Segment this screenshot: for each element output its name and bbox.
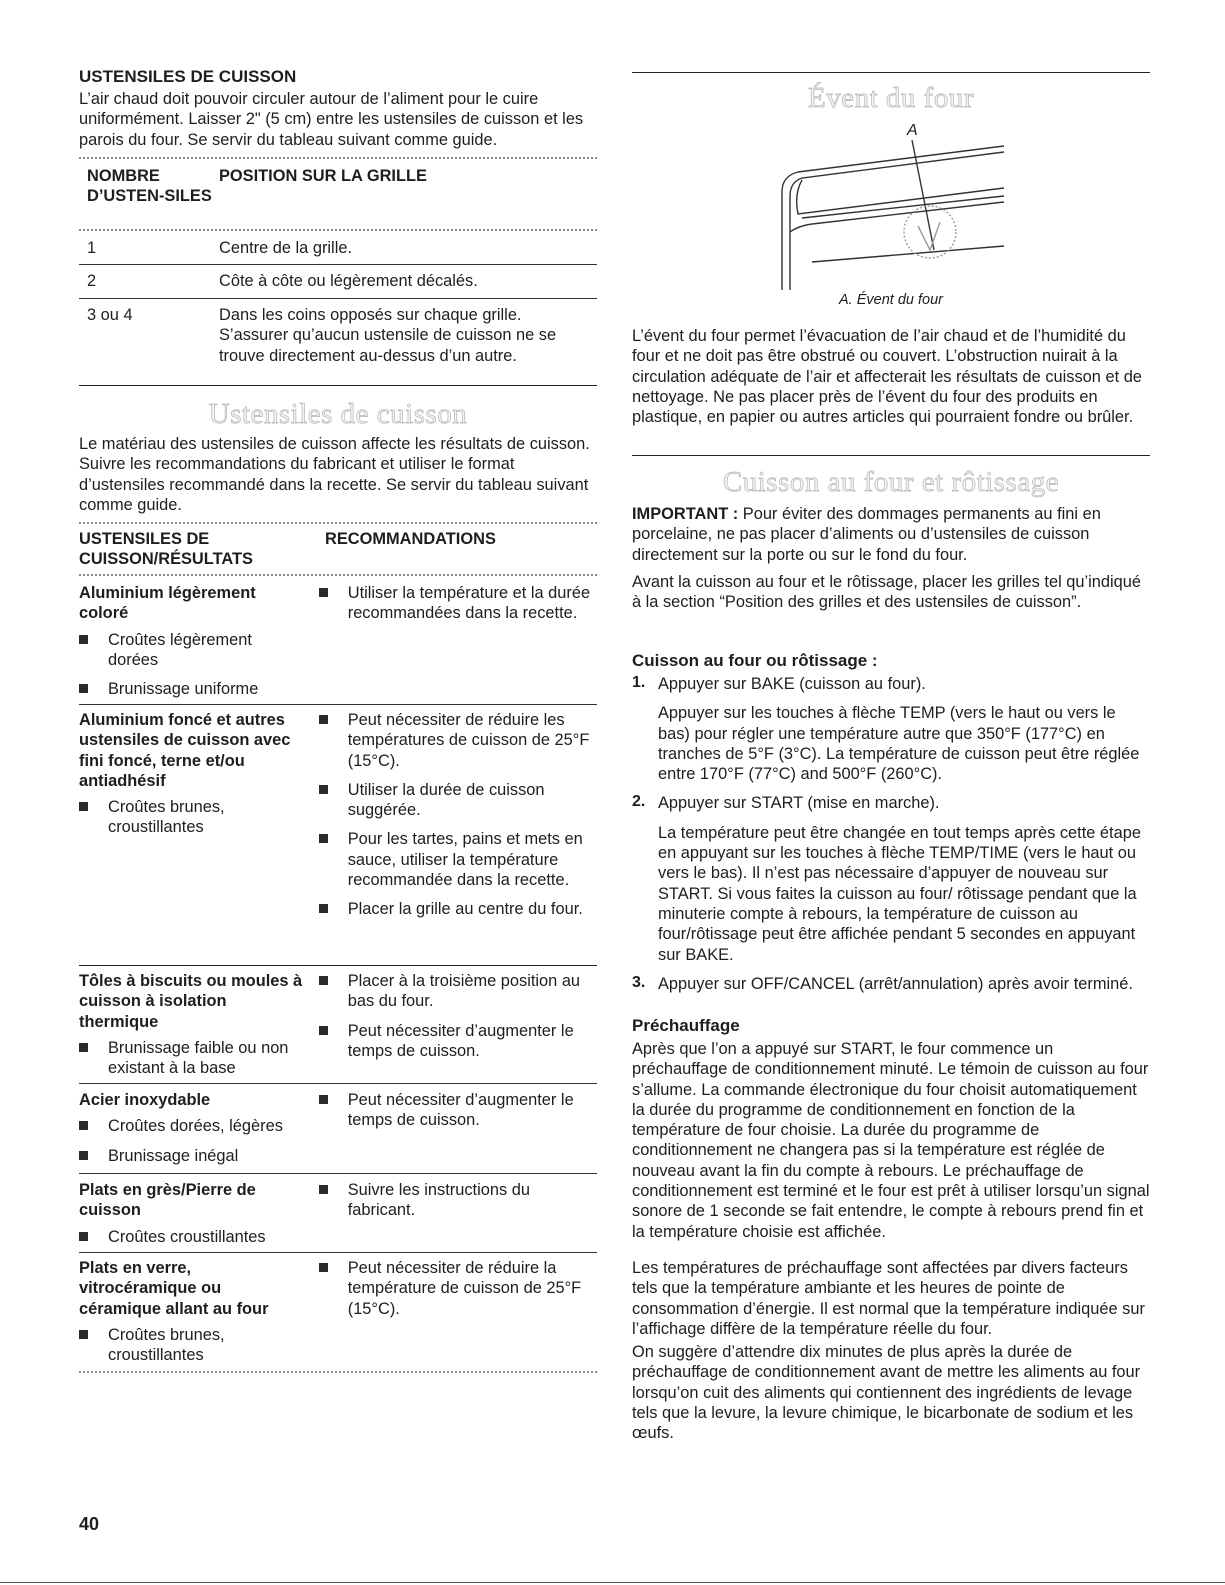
bullet-icon (319, 715, 328, 724)
material-title: Aluminium foncé et autres ustensiles de cuisson avec fini foncé, terne et/ou antiadhésif (79, 711, 291, 790)
table-header-recommendations: RECOMMANDATIONS (325, 530, 496, 548)
section-title-baking: Cuisson au four et rôtissage (722, 466, 1060, 498)
cookware-count-table (87, 166, 597, 207)
recommendation-item: Peut nécessiter de réduire les températures de cuisson de 25°F (15°C). (319, 710, 597, 771)
row-divider (79, 264, 597, 265)
step-detail: Appuyer sur les touches à flèche TEMP (vers le haut ou vers le bas) pour régler une température autre que 350°F (177°C) en tranches de 5°F (3°C). La température de cuisson peut être réglée entre 170°F (77°C) and 500°F (260°C). (658, 704, 1140, 784)
step-text: Appuyer sur BAKE (cuisson au four). (658, 675, 926, 693)
table-header-results: USTENSILES DE CUISSON/RÉSULTATS (79, 530, 253, 569)
step-item (632, 974, 1150, 994)
recommendation-item: Peut nécessiter d’augmenter le temps de cuisson. (319, 1021, 597, 1062)
important-text: Pour éviter des dommages permanents au fini en porcelaine, ne pas placer d’aliments ou d’ustensiles de cuisson directement sur la porte ou sur le fond du four. (632, 505, 1101, 564)
bullet-icon (79, 684, 88, 693)
result-item: Brunissage faible ou non existant à la base (79, 1038, 305, 1079)
subheading-preheat: Préchauffage (632, 1016, 740, 1035)
divider (79, 157, 597, 159)
table-row (87, 305, 597, 366)
table-row (79, 583, 597, 699)
bullet-icon (79, 1232, 88, 1241)
bullet-icon (319, 1263, 328, 1272)
result-item: Brunissage inégal (79, 1146, 305, 1166)
divider (79, 522, 597, 524)
recommendation-item: Pour les tartes, pains et mets en sauce, utiliser la température recommandée dans la recette. (319, 829, 597, 890)
bullet-icon (79, 1121, 88, 1130)
recommendation-item: Placer la grille au centre du four. (319, 899, 597, 919)
row-position: Dans les coins opposés sur chaque grille. S’assurer qu’aucun ustensile de cuisson ne se trouve directement au-dessus d’un autre. (219, 306, 557, 365)
bullet-icon (79, 802, 88, 811)
subheading-baking: Cuisson au four ou rôtissage : (632, 651, 878, 670)
result-item: Croûtes brunes, croustillantes (79, 1325, 305, 1366)
section-title-oven-vent: Évent du four (808, 82, 974, 114)
bullet-icon (79, 635, 88, 644)
section-rule (632, 72, 1150, 73)
table-header-position: POSITION SUR LA GRILLE (219, 167, 427, 185)
table-row (79, 1258, 597, 1365)
row-divider (79, 965, 597, 966)
divider (79, 574, 597, 576)
bullet-icon (79, 1043, 88, 1052)
bullet-icon (319, 588, 328, 597)
row-count: 3 ou 4 (87, 306, 133, 324)
section-rule (79, 385, 597, 386)
row-divider (79, 1083, 597, 1084)
table-row (87, 238, 597, 258)
oven-vent-figure (772, 122, 1022, 294)
bullet-icon (319, 976, 328, 985)
step-number: 3. (632, 973, 646, 991)
step-detail: La température peut être changée en tout temps après cette étape en appuyant sur les touches à flèche TEMP/TIME (vers le haut ou vers le bas). Il n’est pas nécessaire d’appuyer de nouveau sur START. Si vous faites la cuisson au four/ rôtissage pendant que la minuterie compte à rebours, la température de cuisson au four/rôtissage peut être affichée pendant 5 secondes en appuyant sur BAKE. (658, 823, 1141, 964)
material-title: Acier inoxydable (79, 1091, 211, 1109)
step-number: 2. (632, 793, 646, 811)
step-number: 1. (632, 674, 646, 691)
table-row (87, 271, 597, 291)
page-number: 40 (79, 1514, 100, 1534)
table-header-count: NOMBRE D’USTEN-SILES (87, 167, 212, 206)
table-row (79, 1180, 597, 1247)
oven-vent-illustration (772, 122, 1022, 294)
step-text: Appuyer sur OFF/CANCEL (arrêt/annulation) après avoir terminé. (658, 974, 1133, 993)
material-table-header (79, 529, 597, 570)
result-item: Croûtes dorées, légères (79, 1116, 305, 1136)
bullet-icon (319, 1095, 328, 1104)
divider (79, 1371, 597, 1373)
material-title: Aluminium légèrement coloré (79, 584, 256, 623)
row-count: 2 (87, 272, 97, 290)
bullet-icon (319, 1185, 328, 1194)
bullet-icon (79, 1330, 88, 1339)
cookware-intro: L’air chaud doit pouvoir circuler autour de l’aliment pour le cuire uniformément. Laisser 2" (5 cm) entre les ustensiles de cuisson et les parois du four. Se servir du tableau suivant comme guide. (79, 90, 584, 149)
step-item (632, 793, 1150, 813)
step-list (632, 674, 1150, 994)
recommendation-item: Peut nécessiter de réduire la température de cuisson de 25°F (15°C). (319, 1258, 597, 1319)
figure-caption: A. Évent du four (839, 292, 943, 308)
preheat-paragraph-3: On suggère d’attendre dix minutes de plus après la durée de préchauffage de conditionnement avant de mettre les aliments au four lorsqu’on cuit des aliments qui contiennent des ingrédients de levage tels que la levure, la levure chimique, le bicarbonate de sodium et les œufs. (632, 1343, 1141, 1443)
result-item: Croûtes légèrement dorées (79, 630, 305, 671)
oven-vent-text: L’évent du four permet l’évacuation de l’air chaud et de l’humidité du four et ne doit pas être obstrué ou couvert. L’obstruction nuirait à la circulation adéquate de l’air et affecterait les résultats de cuisson et de nettoyage. Ne pas placer près de l’évent du four des produits en plastique, en papier ou autres articles qui pourraient fondre ou brûler. (632, 327, 1142, 427)
recommendation-item: Utiliser la température et la durée recommandées dans la recette. (319, 583, 597, 624)
divider (79, 229, 597, 231)
bullet-icon (319, 1026, 328, 1035)
recommendation-item: Suivre les instructions du fabricant. (319, 1180, 597, 1221)
step-item (632, 674, 1150, 694)
row-divider (79, 298, 597, 299)
row-divider (79, 1252, 597, 1253)
section-rule (632, 455, 1150, 456)
important-label: IMPORTANT : (632, 505, 739, 523)
table-row (79, 971, 597, 1078)
row-position: Côte à côte ou légèrement décalés. (219, 272, 478, 290)
recommendation-item: Utiliser la durée de cuisson suggérée. (319, 780, 597, 821)
row-position: Centre de la grille. (219, 239, 353, 257)
figure-label-a: A (907, 122, 918, 139)
result-item: Brunissage uniforme (79, 679, 305, 699)
rack-position-text: Avant la cuisson au four et le rôtissage, placer les grilles tel qu’indiqué à la section “Position des grilles et des ustensiles de cuisson”. (632, 573, 1142, 612)
step-text: Appuyer sur START (mise en marche). (658, 794, 940, 813)
bullet-icon (319, 785, 328, 794)
bullet-icon (319, 904, 328, 913)
recommendation-item: Placer à la troisième position au bas du four. (319, 971, 597, 1012)
cookware-material-intro: Le matériau des ustensiles de cuisson affecte les résultats de cuisson. Suivre les recommandations du fabricant et utiliser le format d’ustensiles recommandé dans la recette. Se servir du tableau suivant comme guide. (79, 435, 590, 514)
preheat-paragraph-2: Les températures de préchauffage sont affectées par divers facteurs tels que la température ambiante et les heures de pointe de consommation d’énergie. Il est normal que la température indiquée sur l’affichage diffère de la température réelle du four. (632, 1259, 1145, 1338)
material-title: Plats en verre, vitrocéramique ou céramique allant au four (79, 1259, 269, 1318)
page-bottom-rule (0, 1582, 1225, 1583)
section-title-cookware: Ustensiles de cuisson (208, 398, 468, 430)
section-heading-cookware: USTENSILES DE CUISSON (79, 67, 297, 86)
result-item: Croûtes croustillantes (79, 1227, 305, 1247)
table-row (79, 1090, 597, 1166)
row-divider (79, 704, 597, 705)
table-row (79, 710, 597, 920)
important-note (632, 504, 1150, 565)
material-title: Tôles à biscuits ou moules à cuisson à isolation thermique (79, 972, 303, 1031)
result-item: Croûtes brunes, croustillantes (79, 797, 305, 838)
preheat-paragraph-1: Après que l’on a appuyé sur START, le four commence un préchauffage de conditionnement minuté. Le témoin de cuisson au four s’allume. La commande électronique du four choisit automatiquement la durée du programme de conditionnement en fonction de la température de four choisie. La durée du programme de conditionnement ne changera pas si la température est réglée de nouveau avant la fin du compte à rebours. Le préchauffage de conditionnement est terminé et le four est prêt à utiliser lorsqu’un signal sonore de 1 seconde se fait entendre, le compte à rebours prend fin et la température choisie est affichée. (632, 1040, 1150, 1241)
row-count: 1 (87, 239, 97, 257)
row-divider (79, 1173, 597, 1174)
bullet-icon (79, 1151, 88, 1160)
recommendation-item: Peut nécessiter d’augmenter le temps de cuisson. (319, 1090, 597, 1131)
bullet-icon (319, 834, 328, 843)
material-title: Plats en grès/Pierre de cuisson (79, 1181, 256, 1220)
